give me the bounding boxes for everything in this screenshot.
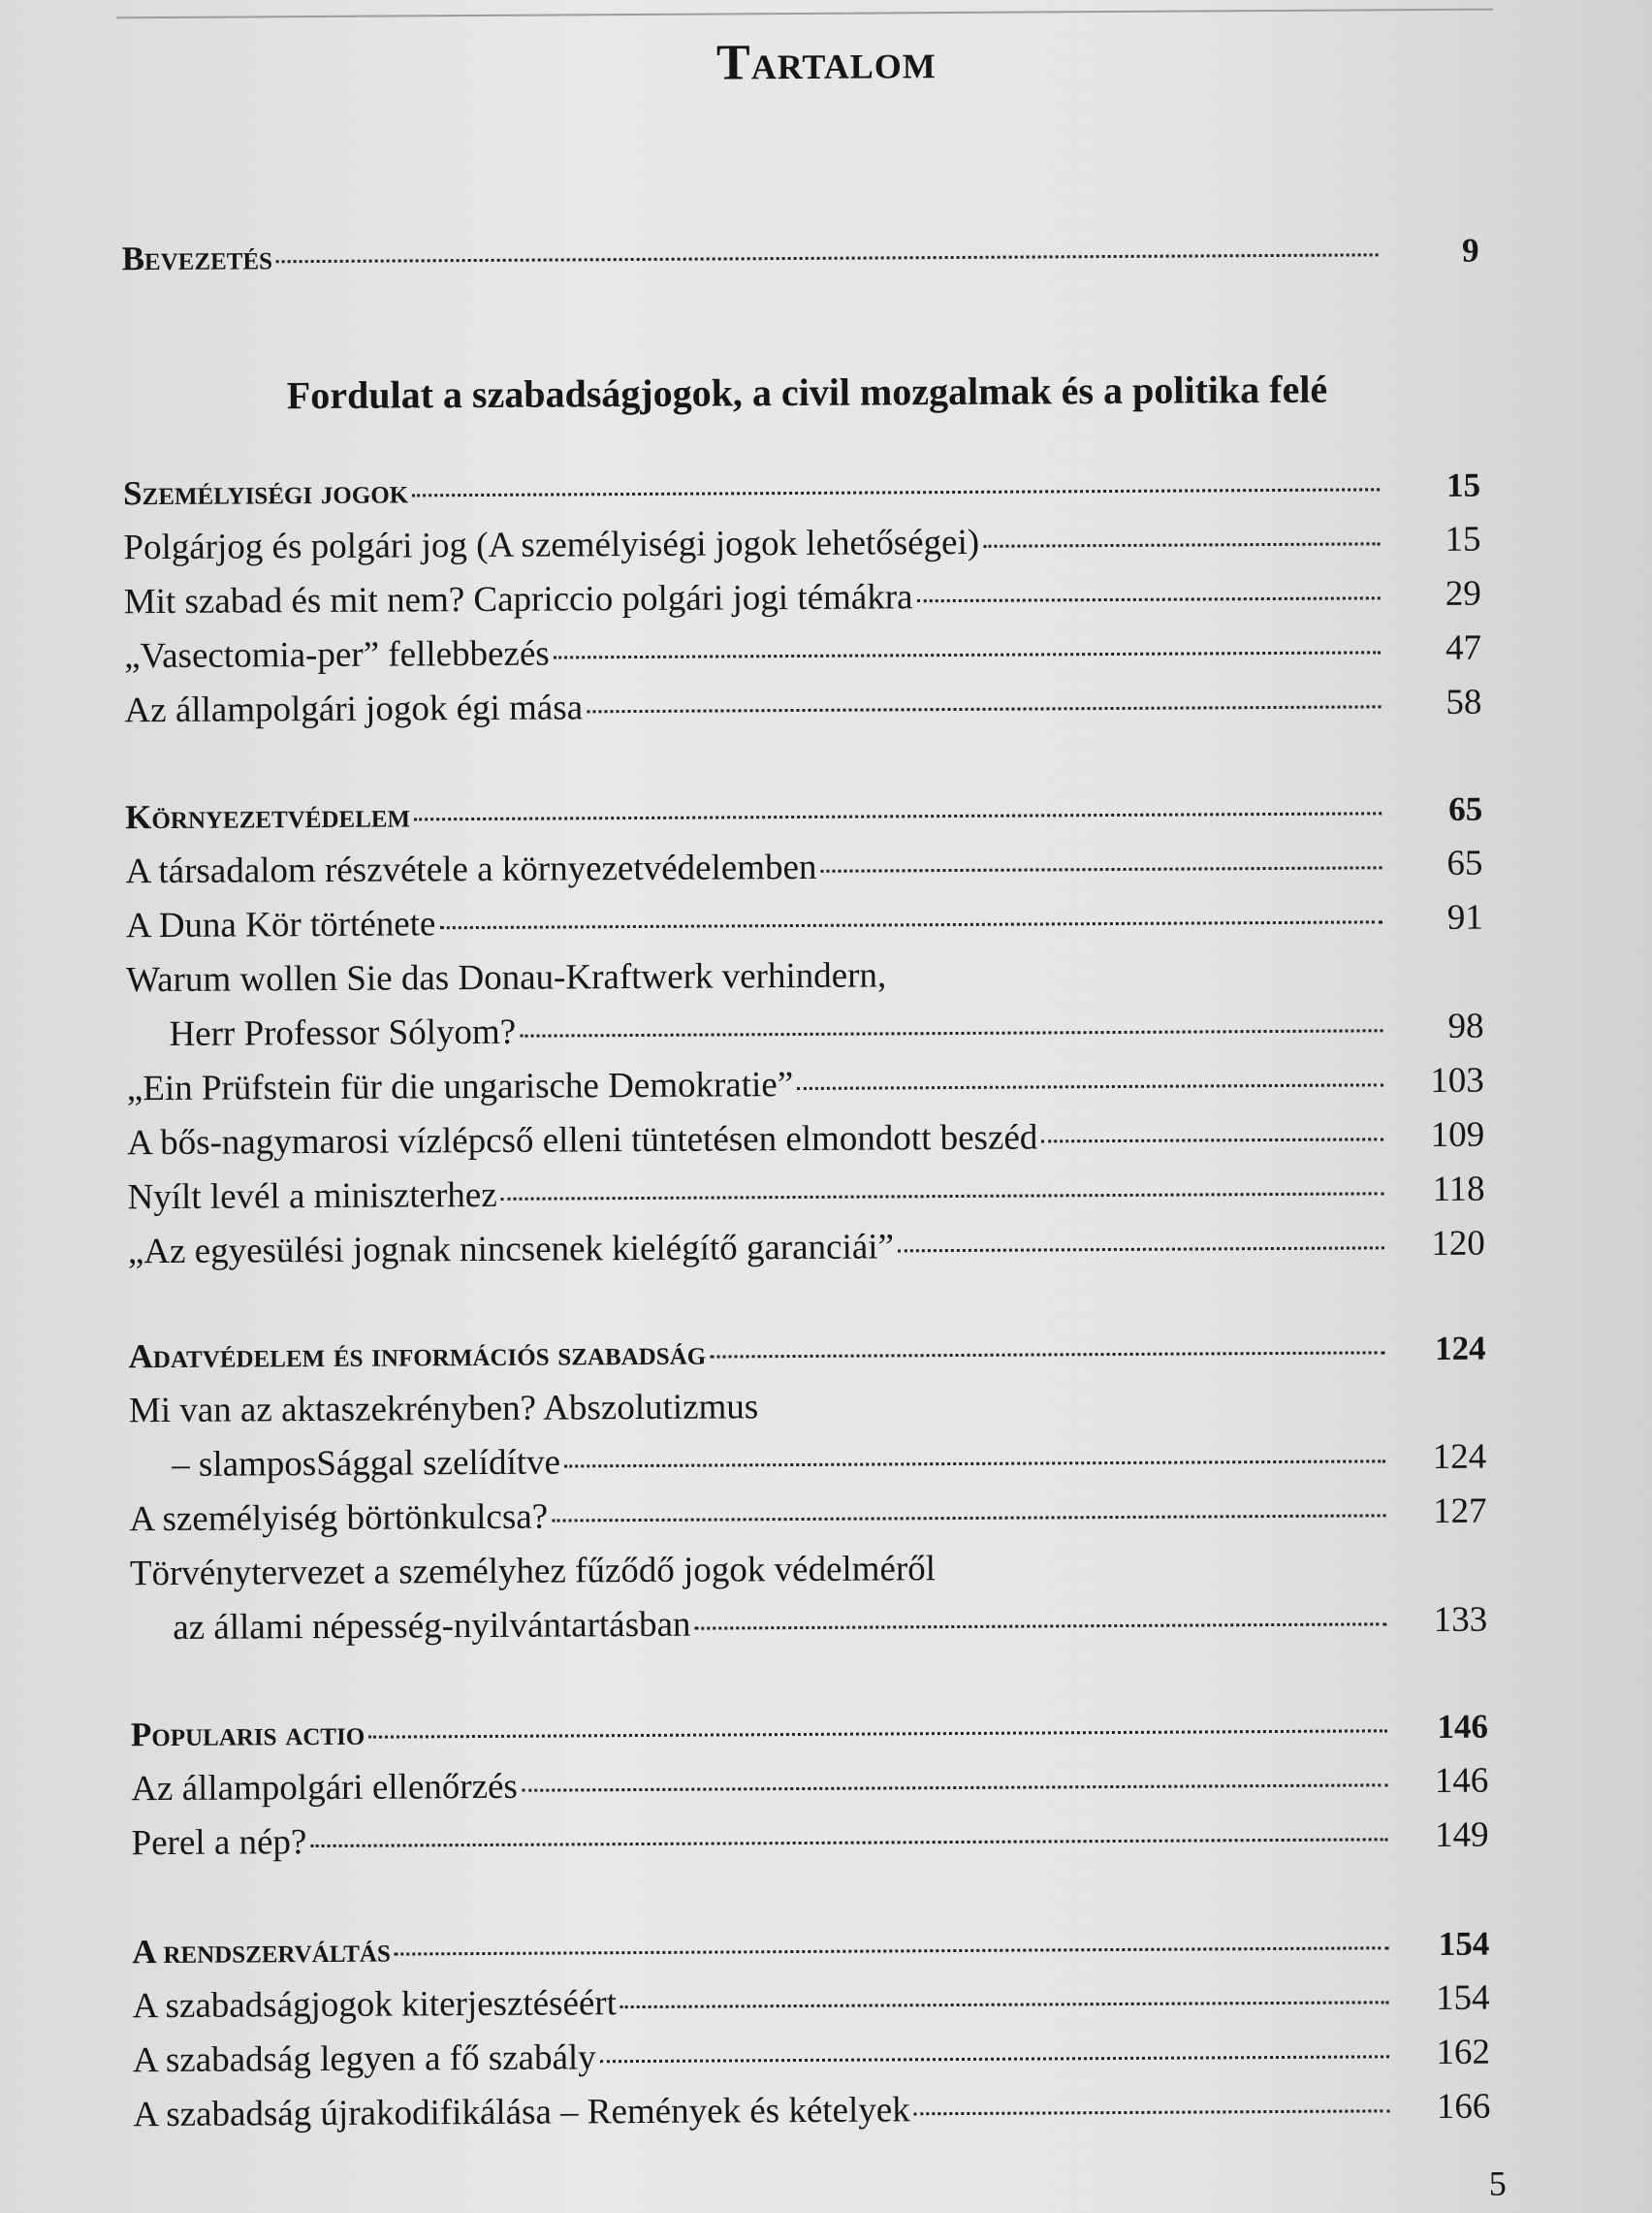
- leader-dots: [983, 542, 1380, 548]
- toc-entry-label: Polgárjog és polgári jog (A személyiségi jogok lehetőségei): [123, 522, 980, 568]
- toc-entry: [124, 567, 1481, 630]
- toc-entry-continuation: [129, 1430, 1486, 1493]
- toc-entry-first-line: [130, 1539, 1487, 1602]
- toc-entry-label: Bevezetés: [121, 239, 273, 278]
- part-title: Fordulat a szabadságjogok, a civil mozgalmak és a politika felé: [286, 367, 1328, 418]
- leader-dots: [520, 1029, 1382, 1037]
- leader-dots: [914, 2109, 1390, 2115]
- toc-section-kornyezetvedelem: [125, 783, 1485, 1280]
- toc-entry: [129, 1485, 1486, 1548]
- toc-entry-page: 127: [1432, 1491, 1487, 1531]
- toc-entry: [125, 837, 1482, 900]
- toc-entry-page: 15: [1445, 519, 1481, 560]
- toc-entry-first-line: [129, 1376, 1486, 1439]
- section-heading-page: 146: [1437, 1707, 1489, 1746]
- leader-dots: [620, 2001, 1389, 2008]
- section-heading-label: Személyiségi jogok: [122, 472, 409, 513]
- leader-dots: [1041, 1138, 1383, 1142]
- section-heading-label: Popularis actio: [130, 1714, 365, 1754]
- leader-dots: [522, 1783, 1387, 1791]
- toc-entry-page: 103: [1430, 1060, 1484, 1102]
- toc-entry-label: A szabadság újrakodifikálása – Remények és kételyek: [133, 2090, 910, 2135]
- toc-entry-label: A személyiség börtönkulcsa?: [129, 1496, 549, 1540]
- toc-entry-page: 118: [1432, 1169, 1485, 1209]
- toc-entry-page: 154: [1435, 1977, 1490, 2018]
- leader-dots: [710, 1351, 1384, 1358]
- leader-dots: [587, 705, 1381, 713]
- leader-dots: [501, 1192, 1384, 1201]
- toc-entry: [127, 1108, 1484, 1171]
- section-heading: [132, 1917, 1489, 1980]
- section-heading: [128, 1322, 1485, 1385]
- toc-entry-label: Az állampolgári jogok égi mása: [124, 688, 584, 731]
- toc-entry-label: Törvénytervezet a személyhez fűződő jogok védelméről: [129, 1549, 937, 1594]
- section-heading: [131, 1700, 1488, 1763]
- toc-entry-page: 65: [1446, 843, 1483, 883]
- section-heading: [125, 783, 1482, 846]
- section-heading-page: 15: [1446, 465, 1481, 504]
- toc-entry: [124, 676, 1481, 739]
- toc-entry-page: 91: [1446, 897, 1483, 938]
- toc-entry-label: A bős-nagymarosi vízlépcső elleni tüntetésen elmondott beszéd: [127, 1117, 1038, 1164]
- leader-dots: [797, 1083, 1383, 1090]
- toc-entry-first-line: [126, 946, 1483, 1009]
- section-heading-page: 154: [1438, 1924, 1490, 1963]
- toc-entry: [128, 1217, 1485, 1280]
- toc-entry-label: Mit szabad és mit nem? Capriccio polgári jogi témákra: [123, 577, 913, 623]
- page-title: Tartalom: [715, 34, 937, 91]
- toc-entry-page: 149: [1434, 1814, 1489, 1855]
- section-heading-label: Adatvédelem és információs szabadság: [128, 1333, 707, 1376]
- leader-dots: [564, 1459, 1385, 1467]
- toc-entry-page: 166: [1436, 2086, 1491, 2127]
- toc-entry-intro: [121, 224, 1478, 287]
- toc-entry-page: 133: [1433, 1599, 1488, 1640]
- toc-entry-label: Az állampolgári ellenőrzés: [131, 1766, 518, 1810]
- toc-entry-label: A szabadságjogok kiterjesztéséért: [132, 1983, 618, 2027]
- leader-dots: [414, 812, 1382, 820]
- toc-section-szemelyisegi-jogok: [123, 459, 1482, 739]
- toc-entry-label: A Duna Kör története: [125, 904, 436, 946]
- toc-entry-page: 98: [1447, 1006, 1484, 1046]
- toc-entry: [131, 1809, 1488, 1872]
- toc-entry-label: Mi van az aktaszekrényben? Abszolutizmus: [128, 1387, 759, 1431]
- toc-entry-label-continued: Herr Professor Sólyom?: [169, 1011, 517, 1054]
- toc-entry-continuation: [130, 1593, 1487, 1656]
- section-heading: [123, 459, 1480, 522]
- leader-dots: [552, 1514, 1385, 1522]
- toc-entry: [124, 622, 1481, 685]
- leader-dots: [310, 1838, 1387, 1847]
- toc-entry-continuation: [126, 1000, 1483, 1063]
- leader-dots: [439, 920, 1382, 929]
- toc-entry-label: A társadalom részvétele a környezetvédelemben: [125, 847, 817, 892]
- toc-entry: [127, 1163, 1484, 1226]
- leader-dots: [898, 1246, 1384, 1252]
- toc-entry-page: 146: [1434, 1760, 1489, 1801]
- page-number: 5: [1488, 2164, 1507, 2203]
- toc-entry-label: „Ein Prüfstein für die ungarische Demokratie”: [126, 1065, 794, 1109]
- toc-entry-page: 120: [1431, 1223, 1485, 1265]
- toc-entry-page: 47: [1445, 627, 1482, 668]
- leader-dots: [368, 1729, 1387, 1738]
- toc-entry: [133, 2080, 1490, 2143]
- toc-entry: [123, 513, 1480, 576]
- toc-section-rendszervaltas: [132, 1917, 1490, 2143]
- leader-dots: [395, 1946, 1389, 1955]
- toc-entry-label: A szabadság legyen a fő szabály: [132, 2037, 596, 2081]
- toc-section-adatvedelem: [128, 1322, 1487, 1656]
- toc-entry-page: 124: [1432, 1436, 1487, 1478]
- toc-entry-page: 29: [1445, 573, 1481, 614]
- toc-entry-label: „Az egyesülési jognak nincsenek kielégítő garanciái”: [127, 1227, 895, 1272]
- toc-entry-label: Perel a nép?: [131, 1822, 307, 1864]
- section-heading-page: 65: [1448, 789, 1483, 828]
- toc-entry-label: „Vasectomia-per” fellebbezés: [124, 633, 550, 677]
- toc-entry-page: 162: [1436, 2032, 1491, 2072]
- leader-dots: [820, 866, 1382, 873]
- section-heading-label: A rendszerváltás: [132, 1931, 391, 1972]
- toc-section-popularis-actio: [131, 1700, 1489, 1872]
- leader-dots: [554, 651, 1381, 658]
- toc-entry-page: 58: [1446, 682, 1482, 722]
- leader-dots: [600, 2055, 1389, 2063]
- toc-entry-page: 9: [1461, 231, 1479, 270]
- toc-entry-page: 109: [1430, 1114, 1485, 1156]
- toc-entry-label-continued: az állami népesség-nyilvántartásban: [173, 1604, 691, 1648]
- toc-entry: [131, 1754, 1488, 1817]
- leader-dots: [276, 253, 1379, 263]
- top-rule: [116, 9, 1493, 19]
- toc-entry-label-continued: – slamposSággal szelídítve: [172, 1442, 561, 1485]
- toc-entry: [127, 1054, 1484, 1117]
- leader-dots: [412, 488, 1380, 497]
- toc-entry: [132, 1972, 1489, 2035]
- toc-entry-label: Warum wollen Sie das Donau-Kraftwerk verhindern,: [126, 955, 887, 1001]
- toc-intro: [121, 224, 1478, 287]
- section-heading-page: 124: [1434, 1329, 1486, 1367]
- leader-dots: [694, 1622, 1386, 1629]
- toc-entry-label: Nyílt levél a miniszterhez: [127, 1174, 497, 1218]
- leader-dots: [917, 596, 1381, 602]
- section-heading-label: Környezetvédelem: [125, 796, 411, 837]
- toc-entry: [126, 891, 1483, 954]
- toc-entry: [133, 2026, 1490, 2089]
